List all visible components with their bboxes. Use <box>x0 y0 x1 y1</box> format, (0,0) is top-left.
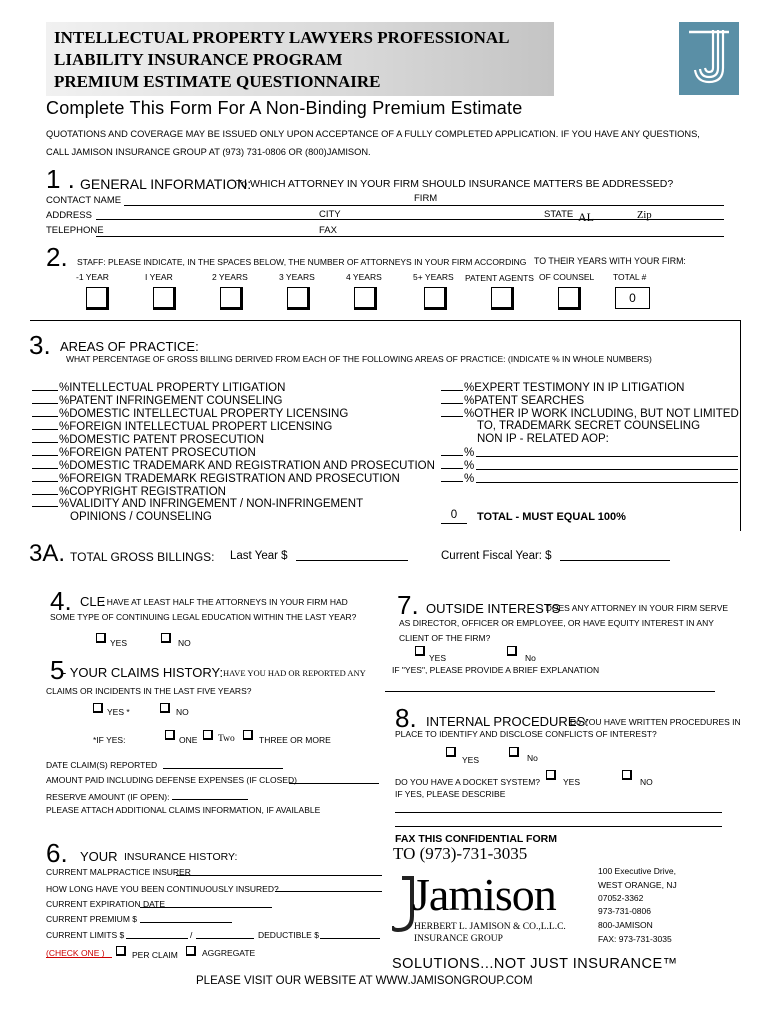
percent-total-label: TOTAL - MUST EQUAL 100% <box>477 511 626 523</box>
state-label: STATE <box>544 209 574 220</box>
docket-yes-checkbox[interactable] <box>546 770 556 780</box>
count-box-1-year[interactable] <box>153 287 176 310</box>
phone-2: 800-JAMISON <box>598 920 653 930</box>
telephone-label: TELEPHONE <box>46 225 104 236</box>
col-less-1-year: -1 YEAR <box>76 272 109 282</box>
limits-label: CURRENT LIMITS $ <box>46 930 125 940</box>
section-3a-label: TOTAL GROSS BILLINGS: <box>70 550 215 564</box>
section-5-text-2: CLAIMS OR INCIDENTS IN THE LAST FIVE YEARS? <box>46 686 252 696</box>
telephone-field[interactable] <box>96 236 724 237</box>
docket-yes-label: YES <box>563 777 581 787</box>
section-7-text-1: : DOES ANY ATTORNEY IN YOUR FIRM SERVE <box>541 603 729 613</box>
section-6-number: 6. <box>46 838 68 868</box>
premium-field[interactable] <box>140 922 232 923</box>
area-patent-searches[interactable]: %PATENT SEARCHES <box>441 394 584 407</box>
section-2-text-a: STAFF: PLEASE INDICATE, IN THE SPACES BELOW, THE NUMBER OF ATTORNEYS IN YOUR FIRM ACCORDING <box>77 257 527 267</box>
firm-label: FIRM <box>414 193 438 204</box>
jamison-logo <box>392 870 592 948</box>
claims-two-checkbox[interactable] <box>203 730 213 740</box>
procedures-yes-label: YES <box>462 755 480 765</box>
outside-explain-label: IF "YES", PLEASE PROVIDE A BRIEF EXPLANATION <box>392 665 600 675</box>
count-box-4-years[interactable] <box>354 287 377 310</box>
section-3-number: 3. <box>29 330 51 360</box>
state-value[interactable]: AL <box>578 210 594 224</box>
reserve-field[interactable] <box>172 799 248 800</box>
phone-1: 973-731-0806 <box>598 906 651 916</box>
section-3-question: WHAT PERCENTAGE OF GROSS BILLING DERIVED FROM EACH OF THE FOLLOWING AREAS OF PRACTICE: (INDICATE % IN WHOLE NUMBERS) <box>66 354 652 364</box>
count-box-5-plus-years[interactable] <box>424 287 447 310</box>
percent-total-value: 0 <box>450 509 458 521</box>
deductible-field[interactable] <box>320 938 380 939</box>
section-8-text-2: PLACE TO IDENTIFY AND DISCLOSE CONFLICTS OF INTEREST? <box>395 729 657 739</box>
count-box-patent-agents[interactable] <box>491 287 514 310</box>
col-4-years: 4 YEARS <box>346 272 382 282</box>
section-3-title: AREAS OF PRACTICE: <box>60 339 199 354</box>
zip-label: Zip <box>637 210 652 221</box>
cle-no-checkbox[interactable] <box>161 633 171 643</box>
col-3-years: 3 YEARS <box>279 272 315 282</box>
total-count-value: 0 <box>629 291 636 305</box>
logo-j-mark <box>392 876 414 932</box>
area-other-ip-work[interactable]: %OTHER IP WORK INCLUDING, BUT NOT LIMITED <box>441 407 739 420</box>
expiration-label: CURRENT EXPIRATION DATE <box>46 899 166 909</box>
area-ip-litigation[interactable]: %INTELLECTUAL PROPERTY LITIGATION <box>32 381 285 394</box>
area-blank-1[interactable]: % <box>441 446 474 459</box>
claims-three-label: THREE OR MORE <box>259 735 331 745</box>
section-2-number: 2. <box>46 242 68 272</box>
section-7-text-3: CLIENT OF THE FIRM? <box>399 633 491 643</box>
area-domestic-ip-licensing[interactable]: %DOMESTIC INTELLECTUAL PROPERTY LICENSING <box>32 407 348 420</box>
outside-no-label: No <box>525 653 536 663</box>
section-4-text-1: : HAVE AT LEAST HALF THE ATTORNEYS IN YOUR FIRM HAD <box>102 597 348 607</box>
section-4-text-2: SOME TYPE OF CONTINUING LEGAL EDUCATION WITHIN THE LAST YEAR? <box>50 612 357 622</box>
limits-slash: / <box>190 930 193 940</box>
claims-three-checkbox[interactable] <box>243 730 253 740</box>
last-year-label: Last Year $ <box>230 550 288 562</box>
area-other-ip-continuation-2: NON IP - RELATED AOP: <box>477 433 609 445</box>
describe-field-2[interactable] <box>395 826 722 827</box>
section-7-text-2: AS DIRECTOR, OFFICER OR EMPLOYEE, OR HAVE EQUITY INTEREST IN ANY <box>399 618 714 628</box>
title-line-1: INTELLECTUAL PROPERTY LAWYERS PROFESSIONAL <box>54 28 510 47</box>
tagline: SOLUTIONS...NOT JUST INSURANCE™ <box>392 956 678 972</box>
address-line-1: 100 Executive Drive, <box>598 866 676 876</box>
area-validity-continuation: OPINIONS / COUNSELING <box>70 511 212 523</box>
fax-label: FAX <box>319 225 337 236</box>
notice-line-1: QUOTATIONS AND COVERAGE MAY BE ISSUED ONLY UPON ACCEPTANCE OF A FULLY COMPLETED APPLICATION. IF YOU HAVE ANY QUESTIONS, <box>46 129 700 139</box>
area-foreign-trademark[interactable]: %FOREIGN TRADEMARK REGISTRATION AND PROSECUTION <box>32 472 400 485</box>
cle-yes-label: YES <box>110 638 128 648</box>
area-domestic-patent-prosecution[interactable]: %DOMESTIC PATENT PROSECUTION <box>32 433 264 446</box>
current-fiscal-year-field[interactable] <box>560 560 670 561</box>
claims-yes-checkbox[interactable] <box>93 703 103 713</box>
last-year-field[interactable] <box>296 560 408 561</box>
section-5-text-1: HAVE YOU HAD OR REPORTED ANY <box>223 668 366 678</box>
attach-note: PLEASE ATTACH ADDITIONAL CLAIMS INFORMATION, IF AVAILABLE <box>46 805 321 815</box>
amount-paid-label: AMOUNT PAID INCLUDING DEFENSE EXPENSES (IF CLOSED) <box>46 775 297 785</box>
date-reported-field[interactable] <box>163 768 283 769</box>
docket-label: DO YOU HAVE A DOCKET SYSTEM? <box>395 777 541 787</box>
section-2-text-b: TO THEIR YEARS WITH YOUR FIRM: <box>534 256 686 266</box>
logo-word: Jamison <box>412 869 556 920</box>
area-foreign-patent-prosecution[interactable]: %FOREIGN PATENT PROSECUTION <box>32 446 256 459</box>
section-8-title: INTERNAL PROCEDURES: <box>426 714 589 729</box>
section-1-number: 1 . <box>46 164 75 194</box>
contact-name-label: CONTACT NAME <box>46 195 122 206</box>
logo-line-1: HERBERT L. JAMISON & CO.,L.L.C. <box>414 922 566 932</box>
limits-aggregate-field[interactable] <box>196 938 254 939</box>
per-claim-checkbox[interactable] <box>116 946 126 956</box>
count-box-3-years[interactable] <box>287 287 310 310</box>
claims-two-label: Two <box>218 734 235 744</box>
section-6-title-2: INSURANCE HISTORY: <box>124 851 238 863</box>
notice-line-2: CALL JAMISON INSURANCE GROUP AT (973) 731-0806 OR (800)JAMISON. <box>46 147 371 157</box>
section-7-number: 7. <box>397 590 419 620</box>
outside-yes-label: YES <box>429 653 447 663</box>
docket-no-checkbox[interactable] <box>622 770 632 780</box>
per-claim-label: PER CLAIM <box>132 950 178 960</box>
current-insurer-field[interactable] <box>176 875 382 876</box>
claims-yes-label: YES * <box>107 707 130 717</box>
section-4-title: CLE <box>80 594 106 609</box>
count-box-of-counsel[interactable] <box>558 287 581 310</box>
expiration-field[interactable] <box>140 907 272 908</box>
area-blank-1-desc[interactable] <box>476 456 738 457</box>
premium-label: CURRENT PREMIUM $ <box>46 914 137 924</box>
area-domestic-trademark[interactable]: %DOMESTIC TRADEMARK AND REGISTRATION AND PROSECUTION <box>32 459 435 472</box>
area-patent-infringement-counseling[interactable]: %PATENT INFRINGEMENT COUNSELING <box>32 394 282 407</box>
percent-total-field[interactable] <box>441 509 467 524</box>
area-expert-testimony[interactable]: %EXPERT TESTIMONY IN IP LITIGATION <box>441 381 684 394</box>
logo-line-2: INSURANCE GROUP <box>414 934 503 944</box>
claims-one-checkbox[interactable] <box>165 730 175 740</box>
address-line-3: 07052-3362 <box>598 893 644 903</box>
if-yes-label: *IF YES: <box>93 735 126 745</box>
section-5-title: - YOUR CLAIMS HISTORY: <box>62 665 224 680</box>
section-1-title: GENERAL INFORMATION: <box>80 176 252 192</box>
section-8-number: 8. <box>395 703 417 733</box>
deductible-label: DEDUCTIBLE $ <box>258 930 319 940</box>
fax-number: FAX: 973-731-3035 <box>598 934 672 944</box>
docket-no-label: NO <box>640 777 653 787</box>
amount-paid-field[interactable] <box>289 783 379 784</box>
area-other-ip-continuation-1: TO, TRADEMARK SECRET COUNSELING <box>477 420 701 432</box>
check-one-underline <box>46 957 112 958</box>
outside-explain-field[interactable] <box>385 691 715 692</box>
procedures-yes-checkbox[interactable] <box>446 747 456 757</box>
current-insurer-label: CURRENT MALPRACTICE INSURER <box>46 867 191 877</box>
reserve-label: RESERVE AMOUNT (IF OPEN): <box>46 792 170 802</box>
claims-no-checkbox[interactable] <box>160 703 170 713</box>
claims-no-label: NO <box>176 707 189 717</box>
area-blank-3-desc[interactable] <box>476 482 738 483</box>
total-count-box[interactable] <box>615 287 650 309</box>
col-patent-agents: PATENT AGENTS <box>465 273 534 283</box>
count-box-less-1-year[interactable] <box>86 287 109 310</box>
area-foreign-ip-licensing[interactable]: %FOREIGN INTELLECTUAL PROPERT LICENSING <box>32 420 332 433</box>
col-of-counsel: OF COUNSEL <box>539 272 595 282</box>
subtitle: Complete This Form For A Non-Binding Premium Estimate <box>46 98 523 118</box>
limits-per-claim-field[interactable] <box>126 938 188 939</box>
procedures-no-label: No <box>527 753 538 763</box>
area-copyright-registration[interactable]: %COPYRIGHT REGISTRATION <box>32 485 226 498</box>
area-validity-infringement[interactable]: %VALIDITY AND INFRINGEMENT / NON-INFRINGEMENT <box>32 497 363 510</box>
section-1-question: To WHICH ATTORNEY IN YOUR FIRM SHOULD INSURANCE MATTERS BE ADDRESSED? <box>236 178 674 190</box>
section-4-number: 4. <box>50 586 72 616</box>
contact-name-field[interactable] <box>124 205 724 206</box>
jamison-j-logo <box>679 22 739 95</box>
fax-to: TO (973)-731-3035 <box>393 844 528 863</box>
title-line-2: LIABILITY INSURANCE PROGRAM <box>54 50 343 69</box>
col-total: TOTAL # <box>613 272 647 282</box>
outside-no-checkbox[interactable] <box>507 646 517 656</box>
address-line-2: WEST ORANGE, NJ <box>598 880 677 890</box>
section-6-title: YOUR <box>80 849 118 864</box>
website-line: PLEASE VISIT OUR WEBSITE AT WWW.JAMISONGROUP.COM <box>196 975 533 987</box>
col-5-plus-years: 5+ YEARS <box>413 272 454 282</box>
area-blank-2[interactable]: % <box>441 459 474 472</box>
col-1-year: I YEAR <box>145 272 173 282</box>
count-box-2-years[interactable] <box>220 287 243 310</box>
outside-yes-checkbox[interactable] <box>415 646 425 656</box>
address-field[interactable] <box>96 219 724 220</box>
cle-yes-checkbox[interactable] <box>96 633 106 643</box>
describe-label: IF YES, PLEASE DESCRIBE <box>395 789 506 799</box>
area-blank-2-desc[interactable] <box>476 469 738 470</box>
how-long-field[interactable] <box>275 891 382 892</box>
col-2-years: 2 YEARS <box>212 272 248 282</box>
aggregate-checkbox[interactable] <box>186 946 196 956</box>
section-8-text-1: Do YOU HAVE WRITTEN PROCEDURES IN <box>570 717 741 727</box>
describe-field-1[interactable] <box>395 812 722 813</box>
date-reported-label: DATE CLAIM(S) REPORTED <box>46 760 158 770</box>
city-label: CITY <box>319 209 341 220</box>
current-fiscal-year-label: Current Fiscal Year: $ <box>441 550 552 562</box>
address-label: ADDRESS <box>46 210 92 221</box>
section-5-number: 5 <box>50 655 65 685</box>
area-blank-3[interactable]: % <box>441 472 474 485</box>
aggregate-label: AGGREGATE <box>202 948 256 958</box>
title-block <box>46 22 554 96</box>
section-3a-number: 3A. <box>29 540 66 567</box>
check-one-label: (CHECK ONE ) <box>46 948 105 958</box>
how-long-label: HOW LONG HAVE YOU BEEN CONTINUOUSLY INSURED? <box>46 884 279 894</box>
cle-no-label: NO <box>178 638 191 648</box>
section-7-title: OUTSIDE INTERESTS <box>426 601 561 616</box>
procedures-no-checkbox[interactable] <box>509 747 519 757</box>
claims-one-label: ONE <box>179 735 198 745</box>
fax-heading: FAX THIS CONFIDENTIAL FORM <box>395 833 557 845</box>
title-line-3: PREMIUM ESTIMATE QUESTIONNAIRE <box>54 72 381 91</box>
